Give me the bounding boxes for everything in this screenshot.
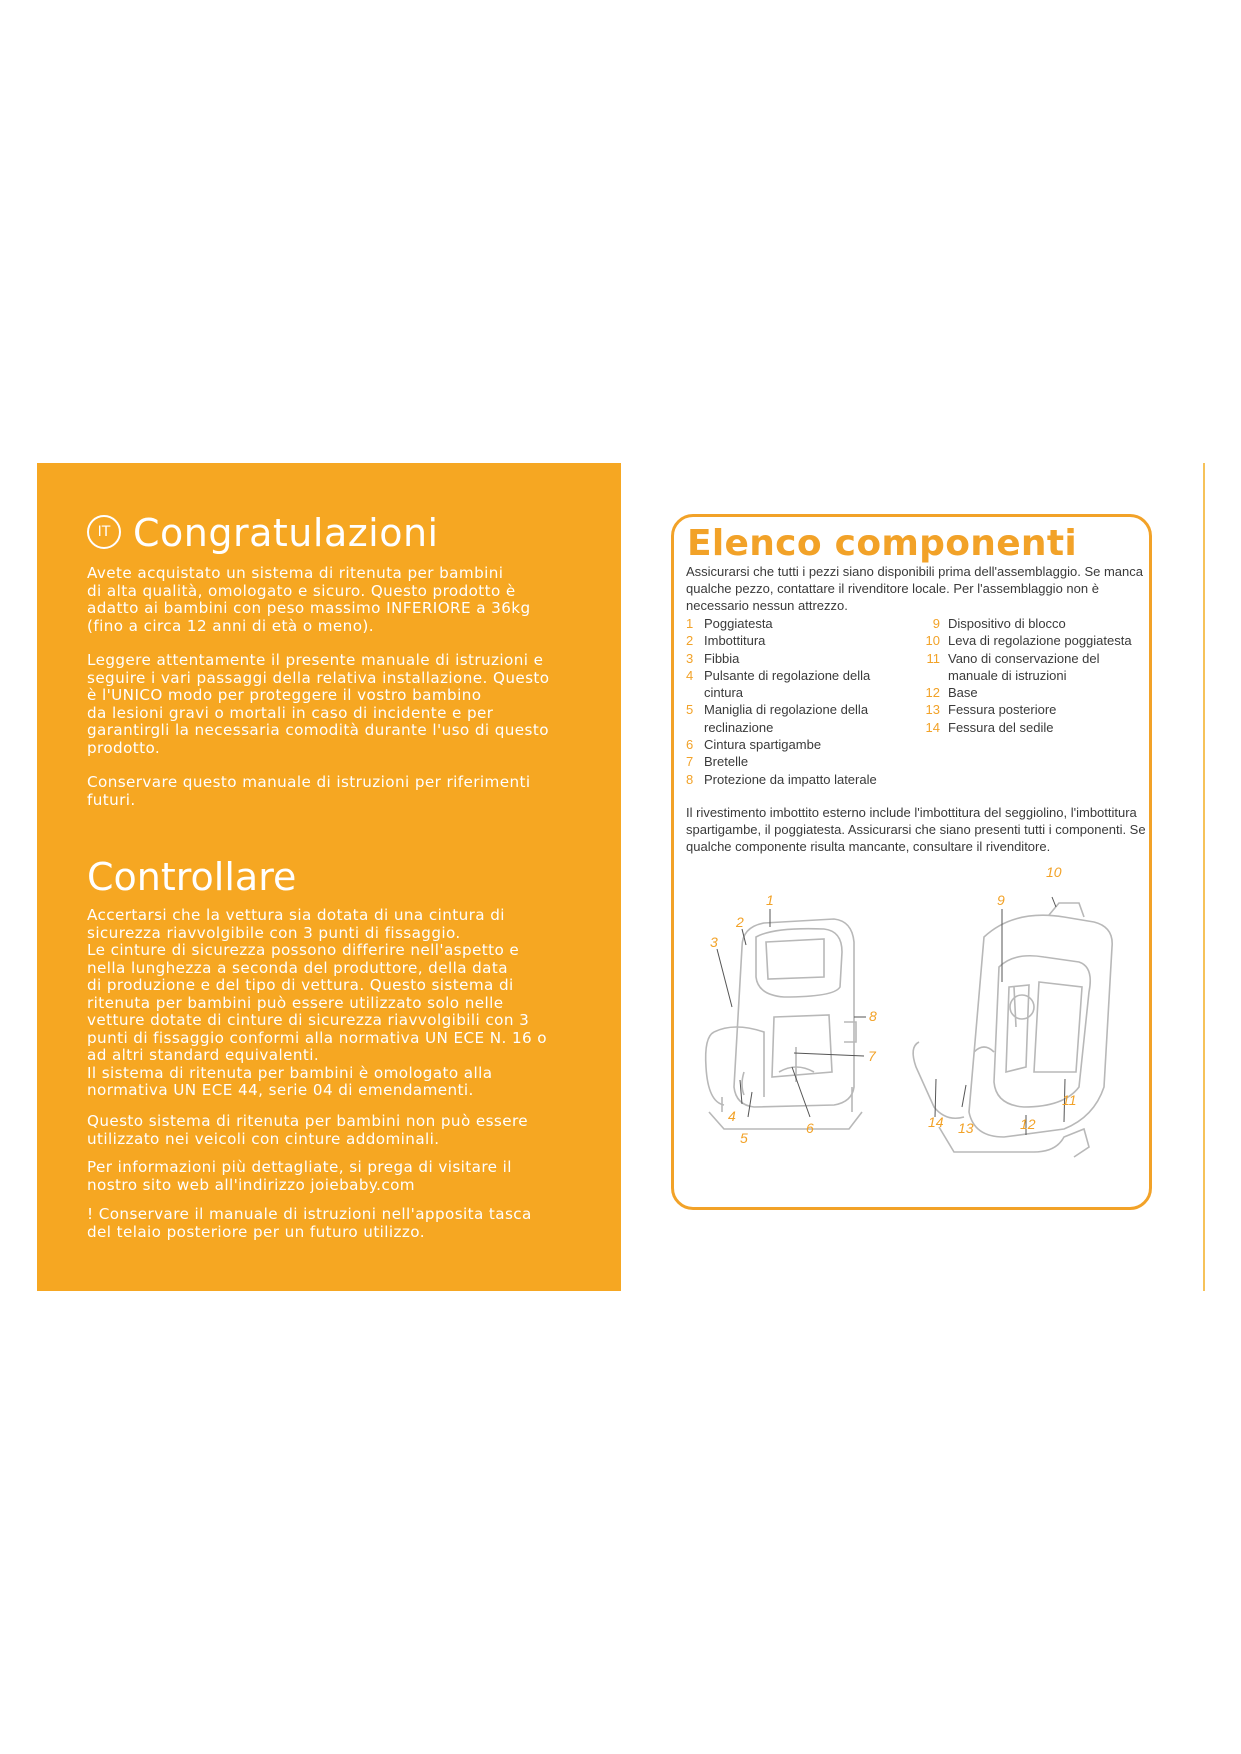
- components-intro: Assicurarsi che tutti i pezzi siano disponibili prima dell'assemblaggio. Se manca qualche pezzo, contattare il rivenditore locale. Per l'assemblaggio non è necessario nessun attrezzo.: [686, 564, 1143, 614]
- list-item: 5 Maniglia di regolazione della reclinazione: [686, 702, 869, 735]
- lap-belt-warning: Questo sistema di ritenuta per bambini non può essere utilizzato nei veicoli con cinture addominali.: [87, 1112, 529, 1148]
- components-outro: Il rivestimento imbottito esterno include l'imbottitura del seggiolino, l'imbottitura spartigambe, il poggiatesta. Assicurarsi che siano presenti tutti i componenti. Se qualche componente risulta mancante, consultare il rivenditore.: [686, 805, 1146, 855]
- car-seat-diagram: [684, 867, 1144, 1197]
- components-column-left: [686, 615, 916, 788]
- callout-8: 8: [869, 1008, 877, 1024]
- list-item: 13 Fessura posteriore: [925, 702, 1057, 718]
- components-column-right: [913, 615, 1143, 736]
- list-item: 9 Dispositivo di blocco: [932, 616, 1066, 631]
- components-list-box: [671, 514, 1152, 1210]
- keep-manual-paragraph: Conservare questo manuale di istruzioni per riferimenti futuri.: [87, 773, 531, 809]
- callout-10: 10: [1046, 867, 1062, 880]
- list-item: 2 Imbottitura: [686, 633, 766, 649]
- language-badge: IT: [87, 515, 121, 549]
- page-edge-line: [1203, 463, 1205, 1291]
- list-item: 7 Bretelle: [686, 754, 749, 770]
- callout-4: 4: [728, 1108, 736, 1124]
- instructions-paragraph: Leggere attentamente il presente manuale di istruzioni e seguire i vari passaggi della relativa installazione. Questo è l'UNICO modo per proteggere il vostro bambino da lesioni gravi o mortali in caso di incidente e per garantirgli la necessaria comodità durante l'uso di questo prodotto.: [87, 651, 550, 757]
- intro-panel: [37, 463, 621, 1291]
- callout-11: 11: [1062, 1092, 1077, 1108]
- callout-12: 12: [1020, 1116, 1036, 1132]
- callout-3: 3: [710, 934, 718, 950]
- intro-paragraph: Avete acquistato un sistema di ritenuta per bambini di alta qualità, omologato e sicuro. Questo prodotto è adatto ai bambini con peso massimo INFERIORE a 36kg (fino a circa 12 anni di età o meno).: [87, 564, 531, 635]
- list-item: 8 Protezione da impatto laterale: [686, 771, 877, 787]
- callout-2: 2: [736, 914, 744, 930]
- list-item: 1 Poggiatesta: [686, 616, 773, 631]
- callout-9: 9: [997, 892, 1005, 908]
- list-item: 3 Fibbia: [686, 650, 740, 666]
- list-item: 10 Leva di regolazione poggiatesta: [925, 633, 1132, 649]
- components-heading: Elenco componenti: [687, 523, 1077, 564]
- congratulations-heading: Congratulazioni: [133, 511, 439, 555]
- check-heading: Controllare: [87, 855, 297, 899]
- seatbelt-paragraph: Accertarsi che la vettura sia dotata di una cintura di sicurezza riavvolgibile con 3 punti di fissaggio. Le cinture di sicurezza possono differire nell'aspetto e nella lunghezza a seconda del produttore, della data di produzione e del tipo di vettura. Questo sistema di ritenuta per bambini può essere utilizzato solo nelle vetture dotate di cinture di sicurezza riavvolgibili con 3 punti di fissaggio conformi alla normativa UN ECE N. 16 o ad altri standard equivalenti. Il sistema di ritenuta per bambini è omologato alla normativa UN ECE 44, serie 04 di emendamenti.: [87, 906, 547, 1099]
- callout-1: 1: [766, 892, 774, 908]
- callout-14: 14: [928, 1114, 944, 1130]
- callout-13: 13: [958, 1120, 974, 1136]
- list-item: 14 Fessura del sedile: [925, 719, 1054, 735]
- list-item: 11 Vano di conservazione del manuale di istruzioni: [926, 650, 1100, 683]
- callout-5: 5: [740, 1130, 748, 1146]
- list-item: 12 Base: [925, 685, 978, 701]
- seat-front-illustration: [706, 919, 862, 1129]
- website-paragraph: Per informazioni più dettagliate, si prega di visitare il nostro sito web all'indirizzo joiebaby.com: [87, 1158, 512, 1194]
- callout-7: 7: [868, 1048, 876, 1064]
- callout-6: 6: [806, 1120, 814, 1136]
- list-item: 6 Cintura spartigambe: [686, 737, 822, 753]
- list-item: 4 Pulsante di regolazione della cintura: [686, 667, 871, 701]
- storage-note: ! Conservare il manuale di istruzioni nell'apposita tasca del telaio posteriore per un futuro utilizzo.: [87, 1205, 532, 1241]
